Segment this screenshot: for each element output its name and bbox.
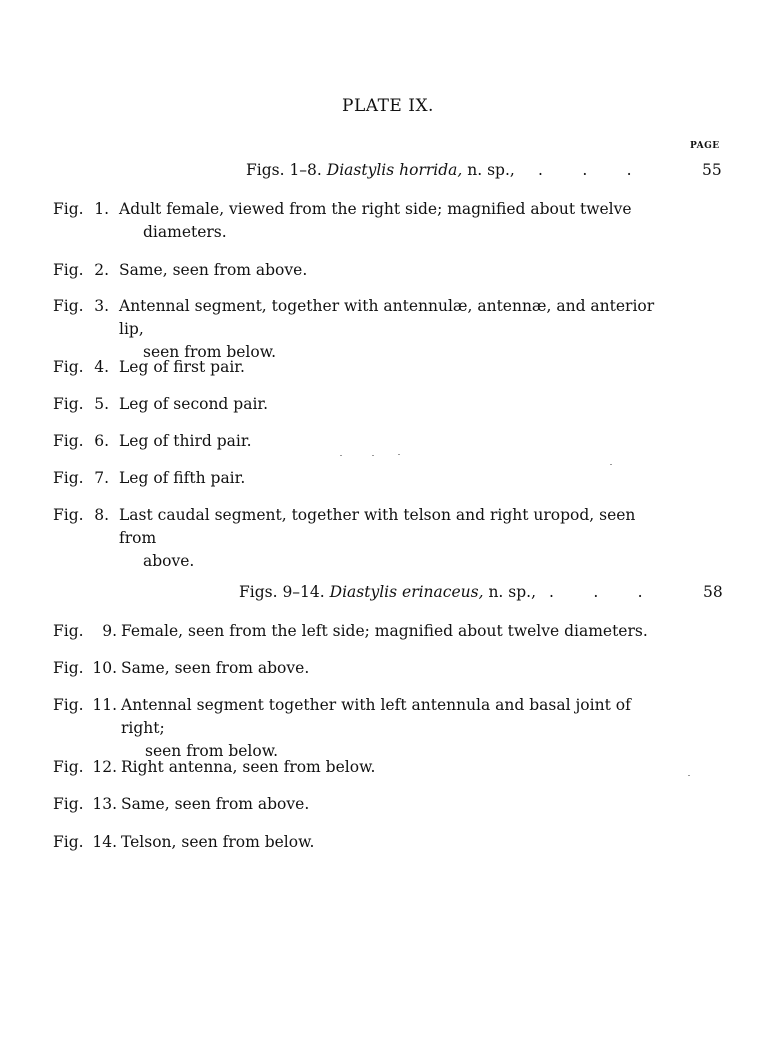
fig-caption: Last caudal segment, together with telson and right uropod, seen from: [119, 506, 636, 547]
group-heading: [246, 161, 515, 179]
fig-caption: Adult female, viewed from the right side; magnified about twelve: [119, 200, 632, 218]
fig-label: Fig.: [53, 358, 84, 376]
fig-label: Fig.: [53, 696, 84, 714]
leader-dots: . . .: [538, 161, 632, 179]
fig-number: 7.: [94, 469, 109, 487]
fig-number: 12.: [92, 758, 117, 776]
fig-number: 10.: [92, 659, 117, 677]
fig-label: Fig.: [53, 432, 84, 450]
fig-caption: Telson, seen from below.: [121, 833, 315, 851]
scan-speck: [398, 454, 400, 455]
fig-label: Fig.: [53, 833, 84, 851]
species-suffix: n. sp.,: [467, 161, 515, 179]
fig-number: 5.: [94, 395, 109, 413]
fig-caption-continued: seen from below.: [143, 343, 277, 361]
fig-caption: Leg of first pair.: [119, 358, 245, 376]
page-number: 55: [702, 161, 722, 179]
fig-caption: Antennal segment together with left antennula and basal joint of right;: [121, 696, 631, 737]
fig-label: Fig.: [53, 506, 84, 524]
fig-caption: Same, seen from above.: [121, 795, 310, 813]
fig-label: Fig.: [53, 659, 84, 677]
fig-caption: Leg of second pair.: [119, 395, 269, 413]
fig-caption-continued: seen from below.: [145, 742, 279, 760]
fig-caption: Right antenna, seen from below.: [121, 758, 376, 776]
fig-number: 9.: [102, 622, 117, 640]
page-column-label: PAGE: [690, 141, 720, 151]
fig-caption-continued: above.: [143, 552, 195, 570]
page-number: 58: [703, 583, 723, 601]
fig-caption: Leg of third pair.: [119, 432, 252, 450]
scan-speck: [340, 455, 342, 456]
fig-number: 8.: [94, 506, 109, 524]
fig-label: Fig.: [53, 795, 84, 813]
fig-number: 11.: [92, 696, 117, 714]
fig-caption: Leg of fifth pair.: [119, 469, 246, 487]
figs-range: Figs. 1–8.: [246, 161, 322, 179]
scan-speck: [688, 775, 690, 776]
plate-title: PLATE IX.: [342, 96, 434, 116]
fig-label: Fig.: [53, 200, 84, 218]
fig-number: 14.: [92, 833, 117, 851]
fig-number: 13.: [92, 795, 117, 813]
fig-label: Fig.: [53, 395, 84, 413]
group-heading: [239, 583, 536, 601]
species-suffix: n. sp.,: [488, 583, 537, 601]
fig-number: 4.: [94, 358, 109, 376]
fig-caption: Same, seen from above.: [121, 659, 310, 677]
fig-label: Fig.: [53, 758, 84, 776]
fig-caption-continued: diameters.: [143, 223, 227, 241]
fig-label: Fig.: [53, 297, 84, 315]
scan-speck: [372, 455, 374, 456]
fig-caption: Antennal segment, together with antennulæ, antennæ, and anterior lip,: [119, 297, 655, 338]
fig-caption: Same, seen from above.: [119, 261, 308, 279]
fig-number: 6.: [94, 432, 109, 450]
fig-label: Fig.: [53, 469, 84, 487]
figs-range: Figs. 9–14.: [239, 583, 325, 601]
fig-label: Fig.: [53, 622, 84, 640]
fig-number: 1.: [94, 200, 109, 218]
species-name: Diastylis erinaceus,: [329, 583, 484, 601]
fig-caption: Female, seen from the left side; magnified about twelve diameters.: [121, 622, 648, 640]
leader-dots: . . .: [549, 583, 643, 601]
fig-number: 3.: [94, 297, 109, 315]
fig-number: 2.: [94, 261, 109, 279]
scan-speck: [610, 464, 612, 465]
fig-label: Fig.: [53, 261, 84, 279]
species-name: Diastylis horrida,: [326, 161, 463, 179]
